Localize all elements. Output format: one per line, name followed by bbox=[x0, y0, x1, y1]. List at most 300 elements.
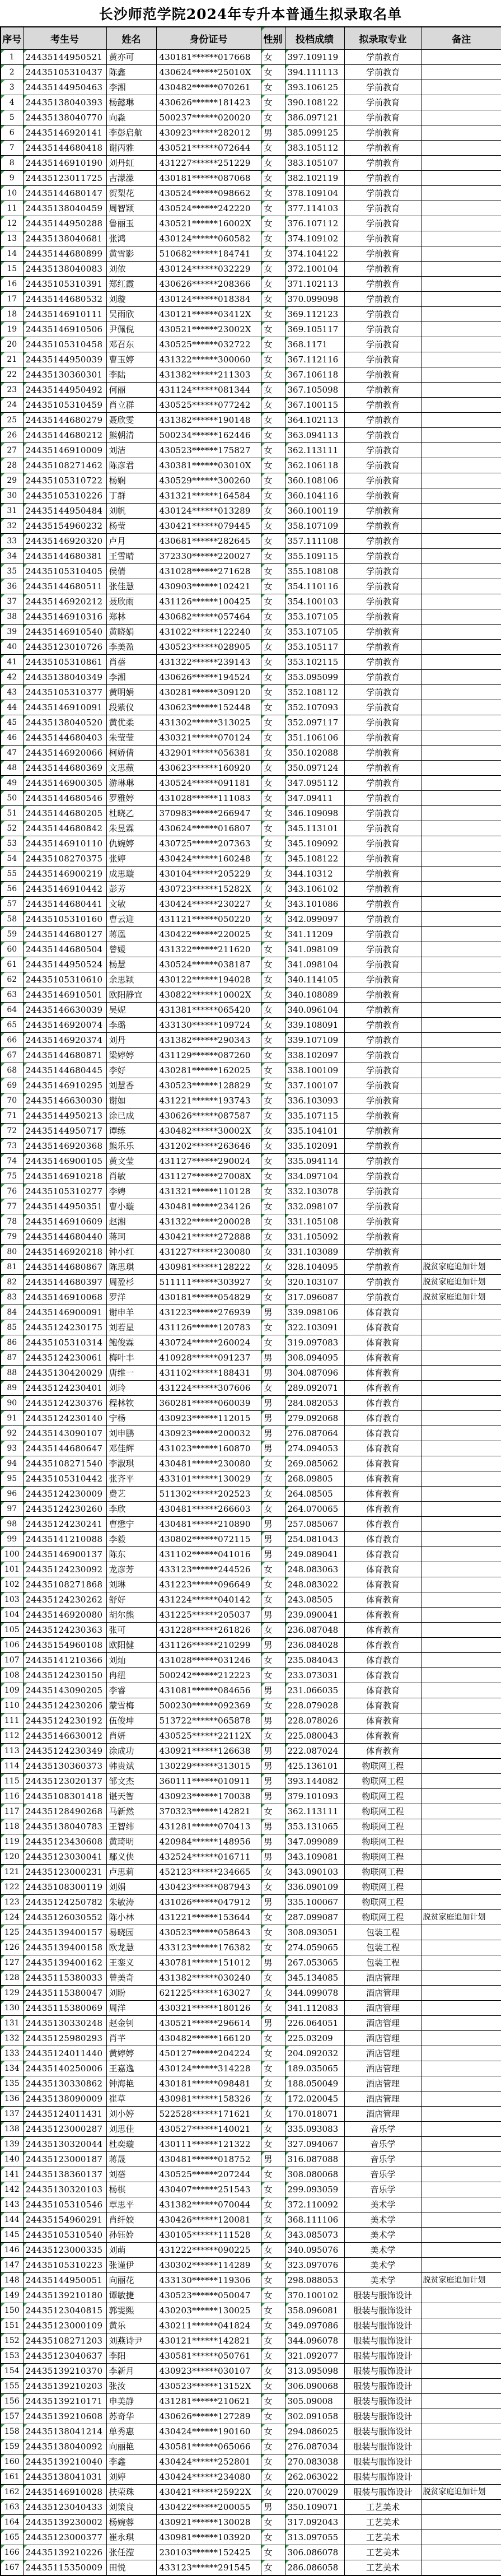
cell-major: 学前教育 bbox=[344, 140, 422, 155]
cell-remark bbox=[422, 1032, 501, 1047]
cell-major: 音乐学 bbox=[344, 2182, 422, 2197]
cell-id-number: 430211******041824 bbox=[156, 2318, 261, 2333]
cell-no: 82 bbox=[1, 1274, 23, 1289]
cell-id-number: 430581******065066 bbox=[156, 2439, 261, 2454]
cell-exam-no: 24435146920320 bbox=[23, 533, 106, 548]
cell-gender: 女 bbox=[261, 503, 285, 518]
cell-no: 123 bbox=[1, 1894, 23, 1909]
header-name: 姓名 bbox=[106, 27, 156, 49]
cell-major: 服装与服饰设计 bbox=[344, 2409, 422, 2424]
cell-id-number: 430527******140021 bbox=[156, 2121, 261, 2136]
cell-major: 学前教育 bbox=[344, 442, 422, 458]
cell-major: 学前教育 bbox=[344, 488, 422, 503]
cell-name: 谢丙雅 bbox=[106, 140, 156, 155]
cell-gender: 女 bbox=[261, 1456, 285, 1471]
cell-gender: 女 bbox=[261, 2061, 285, 2076]
cell-exam-no: 24435108271540 bbox=[23, 1456, 106, 1471]
cell-id-number: 431126******100425 bbox=[156, 594, 261, 609]
cell-score: 313.095098 bbox=[285, 2363, 344, 2378]
cell-exam-no: 24435105310442 bbox=[23, 1471, 106, 1486]
cell-gender: 女 bbox=[261, 851, 285, 866]
cell-score: 350.102088 bbox=[285, 745, 344, 760]
cell-remark bbox=[422, 352, 501, 367]
cell-id-number: 432901******056381 bbox=[156, 745, 261, 760]
cell-score: 341.098109 bbox=[285, 942, 344, 957]
cell-major: 学前教育 bbox=[344, 1274, 422, 1289]
cell-id-number: 372330******220027 bbox=[156, 548, 261, 563]
cell-gender: 女 bbox=[261, 1138, 285, 1153]
cell-exam-no: 24435123000231 bbox=[23, 1864, 106, 1879]
cell-id-number: 230103******152425 bbox=[156, 2545, 261, 2560]
cell-major: 学前教育 bbox=[344, 125, 422, 140]
cell-exam-no: 24435115380033 bbox=[23, 1970, 106, 1985]
cell-id-number: 430521******23002X bbox=[156, 322, 261, 337]
cell-name: 邓佳辉 bbox=[106, 1441, 156, 1456]
cell-score: 267.053065 bbox=[285, 1955, 344, 1970]
cell-remark bbox=[422, 1426, 501, 1441]
table-row bbox=[1, 1380, 501, 1395]
cell-id-number: 430923******112015 bbox=[156, 1410, 261, 1426]
cell-exam-no: 24435115380047 bbox=[23, 1985, 106, 2000]
cell-score: 353.102115 bbox=[285, 654, 344, 669]
cell-exam-no: 24435146910091 bbox=[23, 700, 106, 715]
cell-remark bbox=[422, 730, 501, 745]
cell-gender: 女 bbox=[261, 2288, 285, 2303]
cell-gender: 女 bbox=[261, 2348, 285, 2363]
cell-remark bbox=[422, 1834, 501, 1849]
cell-name: 郑红霞 bbox=[106, 276, 156, 291]
cell-id-number: 430105******111528 bbox=[156, 2227, 261, 2242]
cell-score: 317.092043 bbox=[285, 2514, 344, 2530]
cell-id-number: 431026******047912 bbox=[156, 1894, 261, 1909]
cell-no: 105 bbox=[1, 1622, 23, 1637]
cell-score: 308.093051 bbox=[285, 1925, 344, 1940]
cell-name: 熊乐乐 bbox=[106, 1138, 156, 1153]
header-id-number: 身份证号 bbox=[156, 27, 261, 49]
cell-gender: 女 bbox=[261, 2484, 285, 2499]
cell-no: 69 bbox=[1, 1078, 23, 1093]
cell-remark bbox=[422, 1879, 501, 1894]
cell-name: 刘灿 bbox=[106, 1652, 156, 1667]
cell-remark bbox=[422, 2061, 501, 2076]
cell-remark bbox=[422, 2439, 501, 2454]
cell-major: 学前教育 bbox=[344, 821, 422, 836]
cell-score: 345.113101 bbox=[285, 821, 344, 836]
cell-score: 337.100107 bbox=[285, 1078, 344, 1093]
cell-remark bbox=[422, 2136, 501, 2151]
cell-major: 包装工程 bbox=[344, 1940, 422, 1955]
cell-remark bbox=[422, 1501, 501, 1516]
cell-major: 学前教育 bbox=[344, 760, 422, 775]
cell-id-number: 430482******30002X bbox=[156, 1123, 261, 1138]
cell-remark bbox=[422, 306, 501, 322]
cell-name: 李睿 bbox=[106, 1683, 156, 1698]
cell-exam-no: 24435138360137 bbox=[23, 2167, 106, 2182]
cell-no: 90 bbox=[1, 1395, 23, 1410]
cell-name: 罗洋 bbox=[106, 1289, 156, 1305]
cell-major: 体育教育 bbox=[344, 1743, 422, 1758]
cell-remark bbox=[422, 1985, 501, 2000]
cell-score: 394.111113 bbox=[285, 64, 344, 80]
cell-score: 372.110092 bbox=[285, 2197, 344, 2212]
table-row bbox=[1, 563, 501, 579]
table-row bbox=[1, 911, 501, 926]
table-row bbox=[1, 1078, 501, 1093]
cell-id-number: 370983******266947 bbox=[156, 805, 261, 821]
cell-exam-no: 24435146910506 bbox=[23, 322, 106, 337]
cell-name: 张任滢 bbox=[106, 2545, 156, 2560]
cell-id-number: 430781******151012 bbox=[156, 1955, 261, 1970]
table-row bbox=[1, 2545, 501, 2560]
cell-major: 学前教育 bbox=[344, 1214, 422, 1229]
cell-score: 379.101093 bbox=[285, 1788, 344, 1804]
cell-no: 86 bbox=[1, 1335, 23, 1350]
cell-score: 351.106106 bbox=[285, 730, 344, 745]
cell-no: 62 bbox=[1, 972, 23, 987]
cell-remark bbox=[422, 246, 501, 261]
cell-score: 364.102113 bbox=[285, 412, 344, 427]
cell-score: 235.084043 bbox=[285, 1652, 344, 1667]
cell-id-number: 430981******158326 bbox=[156, 2091, 261, 2106]
cell-major: 音乐学 bbox=[344, 2121, 422, 2136]
table-row bbox=[1, 1456, 501, 1471]
cell-gender: 女 bbox=[261, 2091, 285, 2106]
cell-name: 李欣 bbox=[106, 1501, 156, 1516]
cell-major: 学前教育 bbox=[344, 397, 422, 412]
table-row bbox=[1, 700, 501, 715]
cell-remark bbox=[422, 1925, 501, 1940]
cell-score: 298.088053 bbox=[285, 2272, 344, 2288]
cell-exam-no: 24435123030041 bbox=[23, 1849, 106, 1864]
table-row bbox=[1, 488, 501, 503]
cell-score: 344.096078 bbox=[285, 2333, 344, 2348]
cell-no: 57 bbox=[1, 896, 23, 911]
cell-name: 冉纽 bbox=[106, 1667, 156, 1683]
cell-id-number: 430523******128829 bbox=[156, 1078, 261, 1093]
cell-score: 360.100119 bbox=[285, 503, 344, 518]
cell-major: 音乐学 bbox=[344, 2167, 422, 2182]
table-row bbox=[1, 2469, 501, 2484]
cell-exam-no: 24435124230150 bbox=[23, 1667, 106, 1683]
cell-major: 物联网工程 bbox=[344, 1819, 422, 1834]
cell-name: 钟海艳 bbox=[106, 2076, 156, 2091]
cell-score: 370.099098 bbox=[285, 291, 344, 306]
cell-remark bbox=[422, 1305, 501, 1320]
cell-no: 67 bbox=[1, 1047, 23, 1063]
cell-score: 343.101086 bbox=[285, 896, 344, 911]
cell-score: 360.108106 bbox=[285, 473, 344, 488]
cell-remark bbox=[422, 594, 501, 609]
cell-name: 孙钰姈 bbox=[106, 2227, 156, 2242]
table-row bbox=[1, 1063, 501, 1078]
table-row bbox=[1, 926, 501, 942]
cell-id-number: 430281******162025 bbox=[156, 1063, 261, 1078]
table-row bbox=[1, 1108, 501, 1123]
cell-no: 141 bbox=[1, 2167, 23, 2182]
cell-gender: 女 bbox=[261, 2167, 285, 2182]
cell-id-number: 430424******234080 bbox=[156, 2469, 261, 2484]
cell-remark bbox=[422, 1698, 501, 1713]
cell-id-number: 522528******171621 bbox=[156, 2106, 261, 2121]
cell-score: 362.113111 bbox=[285, 1804, 344, 1819]
cell-name: 宁杨 bbox=[106, 1410, 156, 1426]
cell-major: 学前教育 bbox=[344, 201, 422, 216]
cell-exam-no: 24435144950524 bbox=[23, 957, 106, 972]
cell-no: 27 bbox=[1, 442, 23, 458]
cell-gender: 女 bbox=[261, 1289, 285, 1305]
cell-name: 仇婉婷 bbox=[106, 836, 156, 851]
cell-remark bbox=[422, 1743, 501, 1758]
cell-score: 353.107105 bbox=[285, 609, 344, 624]
cell-id-number: 430521******296614 bbox=[156, 2015, 261, 2030]
cell-id-number: 431022******122240 bbox=[156, 624, 261, 639]
cell-no: 7 bbox=[1, 140, 23, 155]
cell-id-number: 431382******290343 bbox=[156, 1032, 261, 1047]
cell-no: 87 bbox=[1, 1350, 23, 1365]
cell-exam-no: 24435144680899 bbox=[23, 246, 106, 261]
table-row bbox=[1, 276, 501, 291]
cell-remark bbox=[422, 518, 501, 533]
cell-remark bbox=[422, 1335, 501, 1350]
table-row bbox=[1, 1607, 501, 1622]
cell-remark bbox=[422, 579, 501, 594]
cell-exam-no: 24435124230241 bbox=[23, 1516, 106, 1531]
cell-exam-no: 24435139230002 bbox=[23, 2514, 106, 2530]
cell-name: 李阳 bbox=[106, 2348, 156, 2363]
cell-id-number: 430923******200032 bbox=[156, 1426, 261, 1441]
cell-exam-no: 24435124230363 bbox=[23, 1622, 106, 1637]
table-row bbox=[1, 1788, 501, 1804]
cell-no: 134 bbox=[1, 2061, 23, 2076]
cell-exam-no: 24435128490268 bbox=[23, 1804, 106, 1819]
cell-no: 19 bbox=[1, 322, 23, 337]
cell-remark bbox=[422, 1652, 501, 1667]
cell-score: 308.080068 bbox=[285, 2167, 344, 2182]
cell-major: 学前教育 bbox=[344, 261, 422, 276]
cell-name: 胡尔熊 bbox=[106, 1607, 156, 1622]
cell-remark bbox=[422, 1592, 501, 1607]
cell-score: 353.095099 bbox=[285, 669, 344, 684]
cell-score: 332.098107 bbox=[285, 1199, 344, 1214]
cell-score: 302.091058 bbox=[285, 2409, 344, 2424]
cell-no: 94 bbox=[1, 1456, 23, 1471]
cell-exam-no: 24435108271868 bbox=[23, 1577, 106, 1592]
cell-score: 425.136101 bbox=[285, 1758, 344, 1773]
cell-id-number: 430681******282645 bbox=[156, 533, 261, 548]
cell-remark bbox=[422, 1970, 501, 1985]
cell-id-number: 431382******211303 bbox=[156, 367, 261, 382]
cell-no: 92 bbox=[1, 1426, 23, 1441]
cell-gender: 女 bbox=[261, 594, 285, 609]
cell-id-number: 430321******070124 bbox=[156, 730, 261, 745]
cell-no: 147 bbox=[1, 2257, 23, 2272]
cell-exam-no: 24435139400157 bbox=[23, 1925, 106, 1940]
cell-exam-no: 24435108270375 bbox=[23, 851, 106, 866]
cell-no: 38 bbox=[1, 609, 23, 624]
cell-score: 370.100102 bbox=[285, 2288, 344, 2303]
cell-gender: 女 bbox=[261, 1698, 285, 1713]
cell-no: 136 bbox=[1, 2091, 23, 2106]
cell-id-number: 430481******234126 bbox=[156, 1199, 261, 1214]
cell-remark bbox=[422, 805, 501, 821]
table-row bbox=[1, 1335, 501, 1350]
cell-gender: 女 bbox=[261, 2303, 285, 2318]
cell-major: 学前教育 bbox=[344, 337, 422, 352]
cell-remark bbox=[422, 2514, 501, 2530]
cell-remark: 脱贫家庭追加计划 bbox=[422, 2272, 501, 2288]
cell-remark bbox=[422, 563, 501, 579]
cell-exam-no: 24435146910028 bbox=[23, 2484, 106, 2499]
cell-major: 学前教育 bbox=[344, 1017, 422, 1032]
cell-remark bbox=[422, 49, 501, 64]
table-row bbox=[1, 337, 501, 352]
cell-gender: 男 bbox=[261, 1637, 285, 1652]
cell-id-number: 432524******016711 bbox=[156, 1849, 261, 1864]
cell-no: 128 bbox=[1, 1970, 23, 1985]
cell-no: 30 bbox=[1, 488, 23, 503]
table-row bbox=[1, 2363, 501, 2378]
cell-major: 学前教育 bbox=[344, 95, 422, 110]
cell-no: 157 bbox=[1, 2409, 23, 2424]
cell-no: 163 bbox=[1, 2499, 23, 2514]
table-row bbox=[1, 1410, 501, 1426]
table-row bbox=[1, 1819, 501, 1834]
cell-major: 物联网工程 bbox=[344, 1849, 422, 1864]
cell-score: 336.103093 bbox=[285, 1093, 344, 1108]
cell-major: 体育教育 bbox=[344, 1652, 422, 1667]
cell-no: 66 bbox=[1, 1032, 23, 1047]
cell-gender: 女 bbox=[261, 2393, 285, 2409]
cell-score: 225.080043 bbox=[285, 1728, 344, 1743]
cell-no: 24 bbox=[1, 397, 23, 412]
cell-gender: 女 bbox=[261, 1864, 285, 1879]
cell-score: 377.114103 bbox=[285, 201, 344, 216]
cell-name: 郑林 bbox=[106, 609, 156, 624]
cell-name: 彭芳 bbox=[106, 881, 156, 896]
cell-name: 张汝 bbox=[106, 2378, 156, 2393]
cell-remark bbox=[422, 201, 501, 216]
cell-id-number: 431224******307606 bbox=[156, 1380, 261, 1395]
cell-score: 306.086078 bbox=[285, 2545, 344, 2560]
cell-exam-no: 24435144680147 bbox=[23, 185, 106, 201]
table-row bbox=[1, 624, 501, 639]
cell-name: 杨莹 bbox=[106, 518, 156, 533]
cell-exam-no: 24435146910316 bbox=[23, 609, 106, 624]
table-row bbox=[1, 1894, 501, 1909]
cell-score: 349.097086 bbox=[285, 2318, 344, 2333]
cell-exam-no: 24435124011440 bbox=[23, 2046, 106, 2061]
table-row bbox=[1, 1501, 501, 1516]
table-row bbox=[1, 1032, 501, 1047]
cell-score: 368.1171 bbox=[285, 337, 344, 352]
cell-no: 34 bbox=[1, 548, 23, 563]
cell-name: 成思璇 bbox=[106, 866, 156, 881]
cell-score: 339.098106 bbox=[285, 1305, 344, 1320]
cell-major: 物联网工程 bbox=[344, 1909, 422, 1925]
cell-score: 287.099087 bbox=[285, 1909, 344, 1925]
cell-id-number: 431028******031246 bbox=[156, 1652, 261, 1667]
cell-name: 曹玉婷 bbox=[106, 352, 156, 367]
cell-id-number: 431227******251229 bbox=[156, 155, 261, 170]
cell-id-number: 500230******092369 bbox=[156, 1698, 261, 1713]
table-row bbox=[1, 1622, 501, 1637]
cell-remark bbox=[422, 1516, 501, 1531]
table-row bbox=[1, 155, 501, 170]
cell-exam-no: 24435144680212 bbox=[23, 427, 106, 442]
cell-name: 鲍俊霖 bbox=[106, 1335, 156, 1350]
cell-major: 学前教育 bbox=[344, 836, 422, 851]
table-row bbox=[1, 745, 501, 760]
cell-score: 220.070029 bbox=[285, 2484, 344, 2499]
cell-gender: 女 bbox=[261, 2212, 285, 2227]
cell-name: 黄明娟 bbox=[106, 684, 156, 700]
cell-no: 111 bbox=[1, 1713, 23, 1728]
cell-major: 学前教育 bbox=[344, 548, 422, 563]
cell-remark bbox=[422, 881, 501, 896]
cell-id-number: 430424******252801 bbox=[156, 2454, 261, 2469]
cell-gender: 男 bbox=[261, 1773, 285, 1788]
cell-name: 聂欣雯 bbox=[106, 412, 156, 427]
cell-score: 358.107109 bbox=[285, 518, 344, 533]
cell-score: 338.102097 bbox=[285, 1047, 344, 1063]
cell-id-number: 431102******188431 bbox=[156, 1365, 261, 1380]
table-row bbox=[1, 2030, 501, 2046]
cell-id-number: 450127******204224 bbox=[156, 2046, 261, 2061]
cell-exam-no: 24435144950717 bbox=[23, 1123, 106, 1138]
cell-id-number: 360111******010911 bbox=[156, 1773, 261, 1788]
cell-no: 71 bbox=[1, 1108, 23, 1123]
cell-id-number: 433130******109724 bbox=[156, 1017, 261, 1032]
cell-major: 美术学 bbox=[344, 2212, 422, 2227]
cell-major: 学前教育 bbox=[344, 367, 422, 382]
cell-no: 29 bbox=[1, 473, 23, 488]
cell-major: 学前教育 bbox=[344, 1123, 422, 1138]
cell-major: 学前教育 bbox=[344, 987, 422, 1002]
cell-major: 物联网工程 bbox=[344, 1804, 422, 1819]
table-row bbox=[1, 639, 501, 654]
cell-id-number: 431129******087260 bbox=[156, 1047, 261, 1063]
cell-name: 曾美奇 bbox=[106, 1970, 156, 1985]
cell-no: 96 bbox=[1, 1486, 23, 1501]
cell-id-number: 430624******016807 bbox=[156, 821, 261, 836]
cell-no: 148 bbox=[1, 2272, 23, 2288]
cell-name: 陈思琪 bbox=[106, 1259, 156, 1274]
cell-score: 317.096087 bbox=[285, 1289, 344, 1305]
cell-id-number: 430623******160920 bbox=[156, 760, 261, 775]
cell-id-number: 433101******130029 bbox=[156, 1471, 261, 1486]
cell-remark bbox=[422, 1214, 501, 1229]
cell-exam-no: 24435139210040 bbox=[23, 2454, 106, 2469]
cell-gender: 女 bbox=[261, 1002, 285, 1017]
cell-name: 谭敏捷 bbox=[106, 2288, 156, 2303]
cell-gender: 女 bbox=[261, 1274, 285, 1289]
cell-score: 355.109115 bbox=[285, 548, 344, 563]
cell-name: 周智颖 bbox=[106, 201, 156, 216]
table-row bbox=[1, 1350, 501, 1365]
cell-remark bbox=[422, 2333, 501, 2348]
cell-score: 305.09008 bbox=[285, 2393, 344, 2409]
cell-no: 77 bbox=[1, 1199, 23, 1214]
cell-gender: 女 bbox=[261, 1153, 285, 1168]
cell-no: 81 bbox=[1, 1259, 23, 1274]
cell-name: 贺梨花 bbox=[106, 185, 156, 201]
cell-gender: 女 bbox=[261, 1592, 285, 1607]
cell-exam-no: 24435146900137 bbox=[23, 1546, 106, 1562]
cell-no: 97 bbox=[1, 1501, 23, 1516]
cell-gender: 女 bbox=[261, 2333, 285, 2348]
cell-id-number: 430481******230080 bbox=[156, 1456, 261, 1471]
cell-exam-no: 24435143090205 bbox=[23, 1683, 106, 1698]
